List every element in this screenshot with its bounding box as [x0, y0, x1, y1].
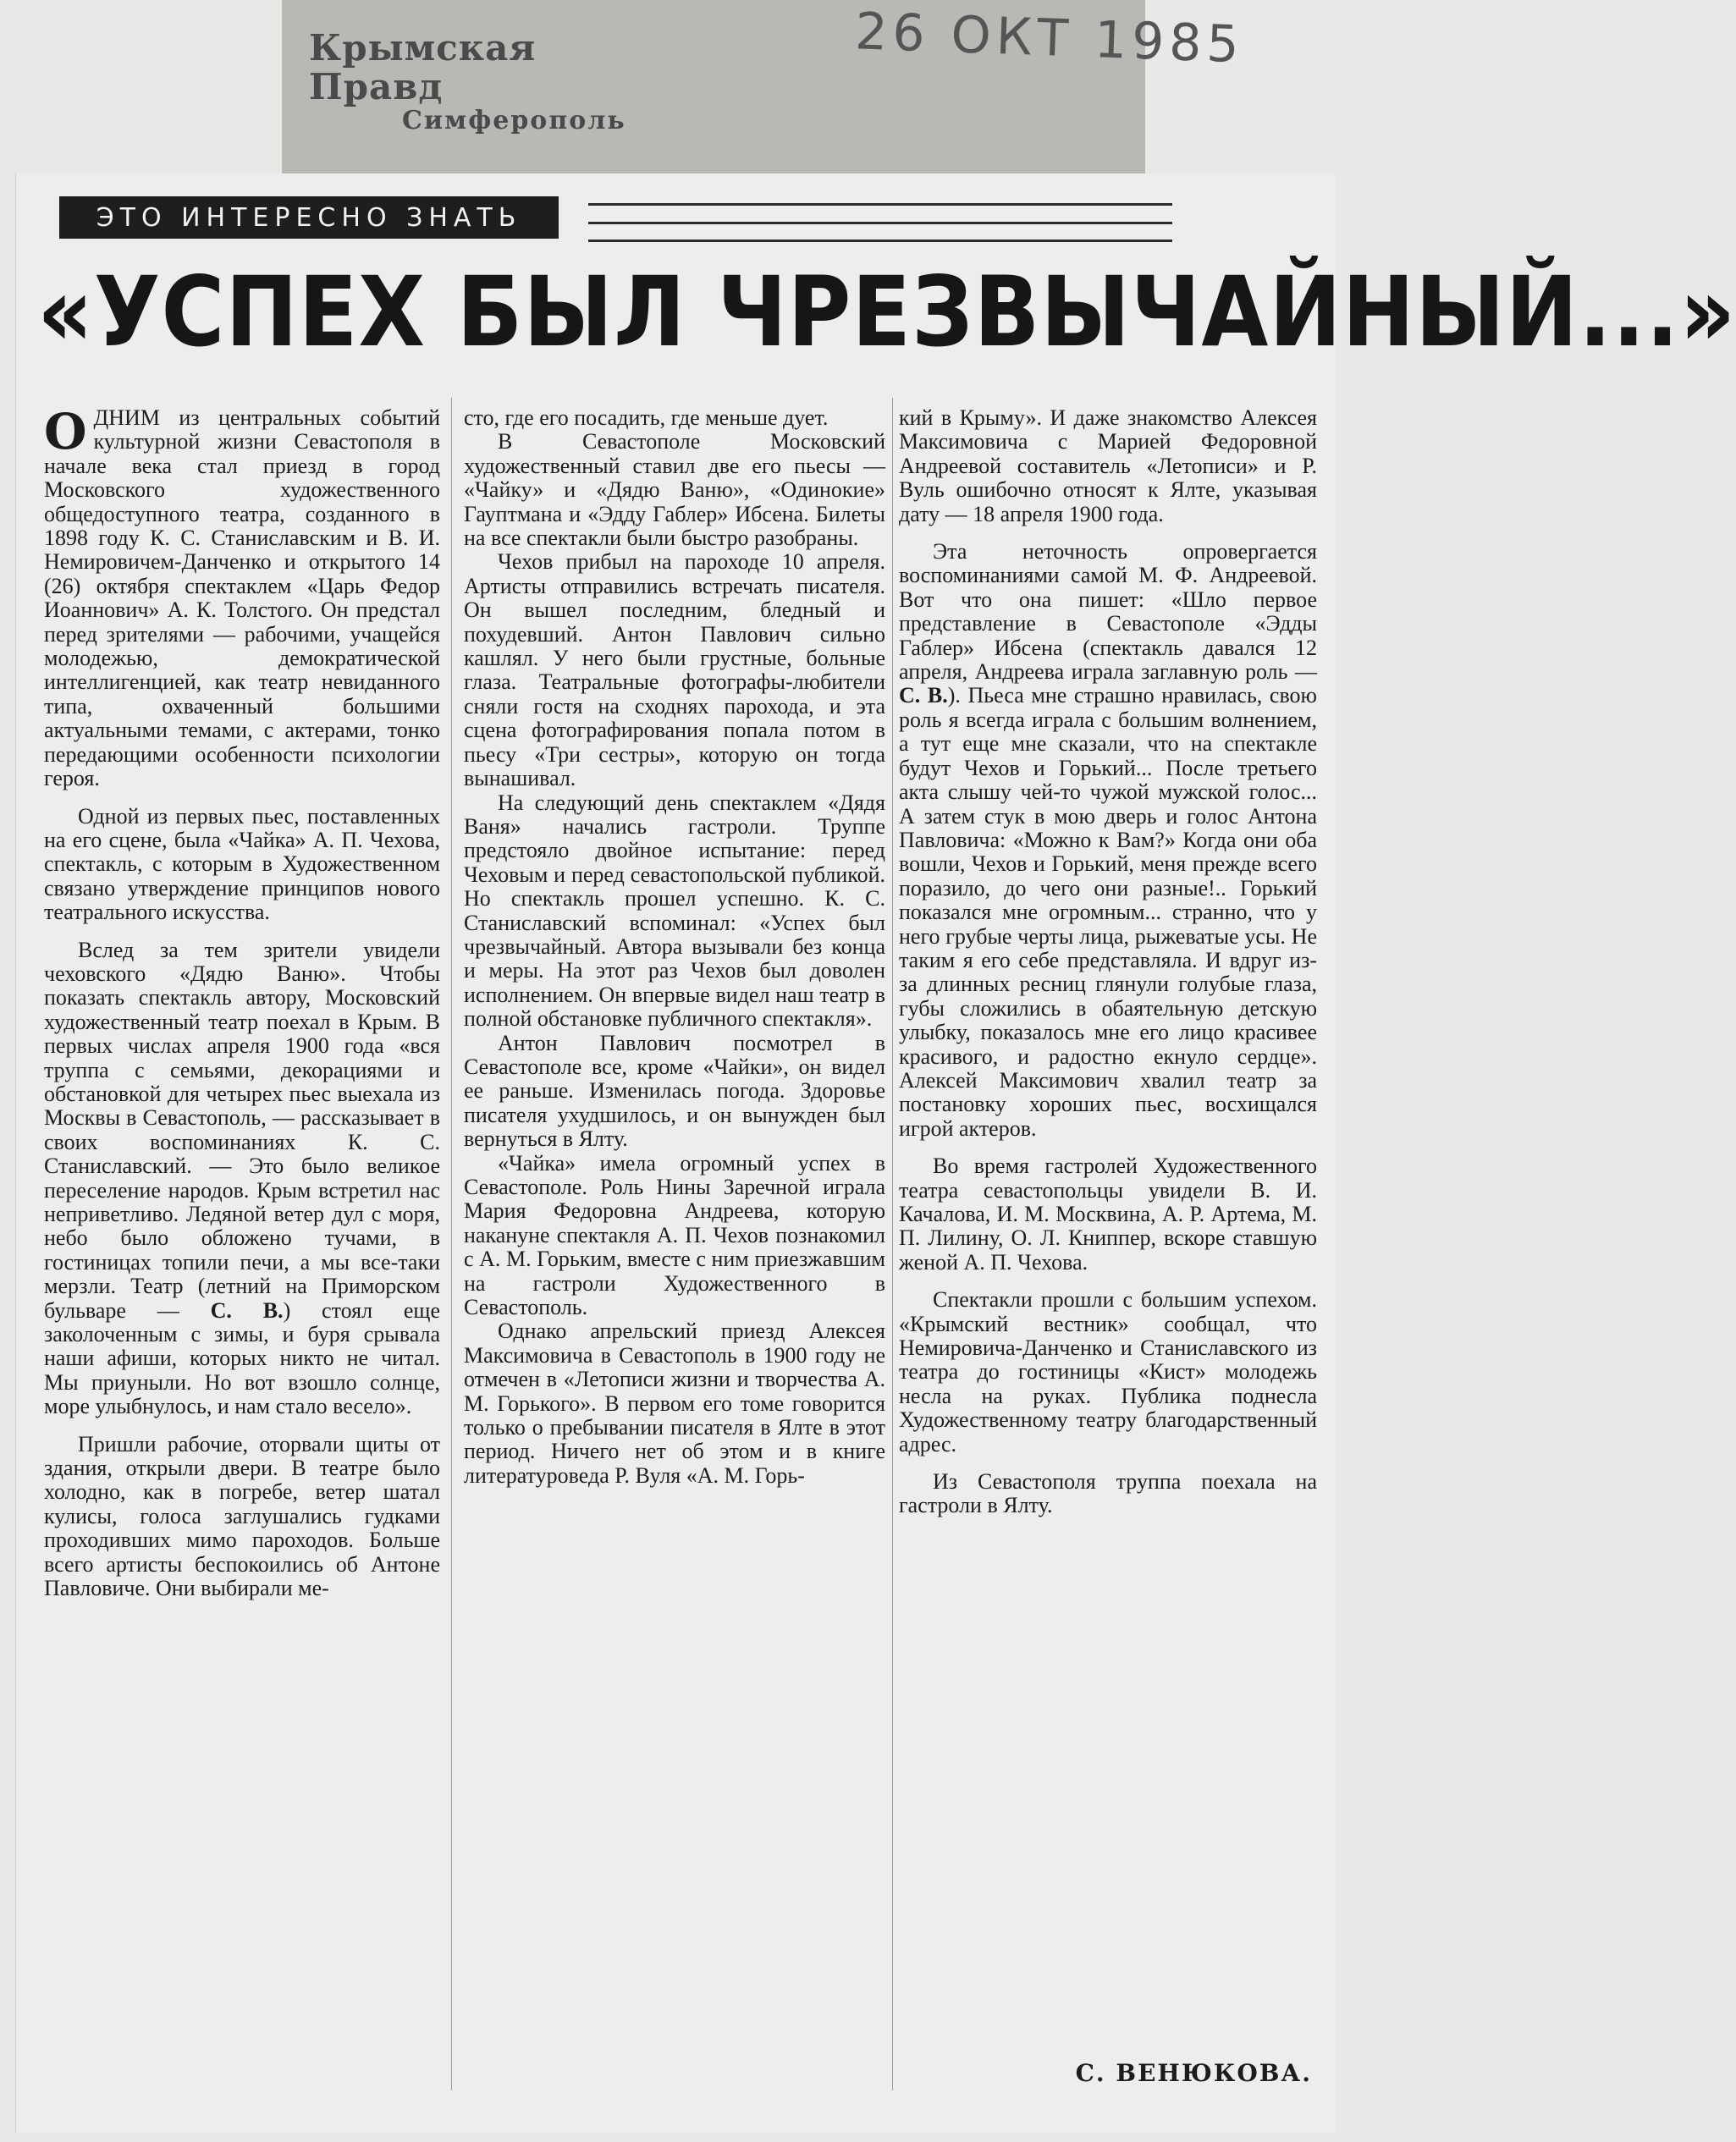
paragraph: Вслед за тем зрители увидели чеховского «Дядю Ваню». Чтобы показать спектакль автору, Московский художественный театр поехал в Крым. В первых числах апреля 1900 года «вся труппа с семьями, декорациями и обстановкой для четырех пьес выехала из Москвы в Севастополь, — рассказывает в своих воспоминаниях К. С. Станиславский. — Это было великое переселение народов. Крым встретил нас неприветливо. Ледяной ветер дул с моря, небо было обложено тучами, в гостиницах топили печи, а мы все-таки мерзли. Театр (летний на Приморском бульваре — С. В.) стоял еще заколоченным с зимы, и буря срывала наши афиши, которых никто не читал. Мы приуныли. Но вот взошло солнце, море улыбнулось, и нам стало весело». — [44, 937, 440, 1419]
paragraph: На следующий день спектаклем «Дядя Ваня» начались гастроли. Труппе предстояло двойное испытание: перед Чеховым и перед севастопольской публикой. Но спектакль прошел успешно. К. С. Станиславский вспоминал: «Успех был чрезвычайный. Автора вызывали без конца и меры. На этот раз Чехов был доволен исполнением. Он впервые видел наш театр в полной обстановке публичного спектакля». — [464, 790, 885, 1032]
column-divider-2 — [892, 398, 893, 2090]
paragraph: Чехов прибыл на пароходе 10 апреля. Артисты отправились встречать писателя. Он вышел последним, бледный и похудевший. Антон Павлович сильно кашлял. У него были грустные, больные глаза. Театральные фотографы-любители сняли гостя на сходнях парохода, и эта сцена фотографирования попала потом в пьесу «Три сестры», которую он тогда вынашивал. — [464, 549, 885, 791]
article-column-2 — [464, 406, 885, 1488]
paragraph: Антон Павлович посмотрел в Севастополе все, кроме «Чайки», он видел ее раньше. Изменилась погода. Здоровье писателя ухудшилось, и он вынужден был вернуться в Ялту. — [464, 1030, 885, 1152]
paragraph: ОДНИМ из центральных событий культурной жизни Севастополя в начале века стал приезд в город Московского художественного общедоступного театра, созданного в 1898 году К. С. Станиславским и В. И. Немировичем-Данченко и открытого 14 (26) октября спектаклем «Царь Федор Иоаннович» А. К. Толстого. Он предстал перед зрителями — рабочими, учащейся молодежью, демократической интеллигенцией, как театр невиданного типа, охваченный большими актуальными темами, с актерами, тонко передающими особенности психологии героя. — [44, 403, 440, 791]
paragraph: В Севастополе Московский художественный ставил две его пьесы — «Чайку» и «Дядю Ваню», «Одинокие» Гауптмана и «Эдду Габлер» Ибсена. Билеты на все спектакли были быстро разобраны. — [464, 429, 885, 551]
newspaper-name: Крымская Правд — [309, 27, 537, 107]
paragraph: «Чайка» имела огромный успех в Севастополе. Роль Нины Заречной играла Мария Федоровна Андреева, которую накануне спектакля А. П. Чехов познакомил с А. М. Горьким, вместе с ним приезжавшим на гастроли Художественного в Севастополь. — [464, 1150, 885, 1320]
column-divider-1 — [451, 398, 452, 2090]
article-column-1 — [44, 403, 440, 1601]
rubric-rule-middle — [588, 222, 1172, 224]
date-stamp: 26 ОКТ 1985 — [854, 2, 1245, 75]
paragraph: Однако апрельский приезд Алексея Максимовича в Севастополь в 1900 году не отмечен в «Летописи жизни и творчества А. М. Горького». В первом его томе говорится только о пребывании писателя в Ялте в этот период. Ничего нет об этом и в книге литературоведа Р. Вуля «А. М. Горь- — [464, 1319, 885, 1488]
paragraph: Во время гастролей Художественного театра севастопольцы увидели В. И. Качалова, И. М. Москвина, А. Р. Артема, М. П. Лилину, О. Л. Книппер, вскоре ставшую женой А. П. Чехова. — [899, 1154, 1317, 1275]
paragraph: кий в Крыму». И даже знакомство Алексея Максимовича с Марией Федоровной Андреевой составитель «Летописи» и Р. Вуль ошибочно относят к Ялте, указывая дату — 18 апреля 1900 года. — [899, 405, 1317, 526]
article-column-3 — [899, 406, 1317, 1518]
rubric-rule-bottom — [588, 240, 1172, 242]
paragraph: сто, где его посадить, где меньше дует. — [464, 405, 829, 430]
rubric-label: ЭТО ИНТЕРЕСНО ЗНАТЬ — [59, 196, 559, 239]
paragraph: Пришли рабочие, оторвали щиты от здания, открыли двери. В театре было холодно, как в погребе, ветер шатал кулисы, голоса заглушались гудками проходивших мимо пароходов. Больше всего артисты беспокоились об Антоне Павловиче. Они выбирали ме- — [44, 1431, 440, 1601]
newspaper-stamp — [309, 27, 681, 135]
newspaper-city: Симферополь — [402, 106, 626, 135]
article-headline: «УСПЕХ БЫЛ ЧРЕЗВЫЧАЙНЫЙ...» — [37, 256, 1736, 370]
author-signature: С. ВЕНЮКОВА. — [1075, 2059, 1312, 2087]
rubric-rule-top — [588, 203, 1172, 206]
paragraph: Спектакли прошли с большим успехом. «Крымский вестник» сообщал, что Немировича-Данченко и Станиславского из театра до гостиницы «Кист» молодежь несла на руках. Публика поднесла Художественному театру благодарственный адрес. — [899, 1287, 1317, 1456]
paragraph: Из Севастополя труппа поехала на гастроли в Ялту. — [899, 1469, 1317, 1518]
paragraph: Одной из первых пьес, поставленных на его сцене, была «Чайка» А. П. Чехова, спектакль, с которым в Художественном связано утверждение принципов нового театрального искусства. — [44, 803, 440, 925]
drop-cap: О — [44, 403, 87, 460]
paragraph: Эта неточность опровергается воспоминаниями самой М. Ф. Андреевой. Вот что она пишет: «Шло первое представление в Севастополе «Эдды Габлер» Ибсена (спектакль давался 12 апреля, Андреева играла заглавную роль — С. В.). Пьеса мне страшно нравилась, свою роль я всегда играла с большим волнением, а тут еще мне сказали, что на спектакле будут Чехов и Горький... После третьего акта слышу чей-то чужой мужской голос... А затем стук в мою дверь и голос Антона Павловича: «Можно к Вам?» Когда они оба вошли, Чехов и Горький, меня прежде всего поразило, до чего они разные!.. Горький показался мне огромным... странно, что у него грубые черты лица, рыжеватые усы. Не таким я его себе представляла. И вдруг из-за длинных ресниц глянули голубые глаза, губы сложились в обаятельную детскую улыбку, показалось мне его лицо красивее красивого, и радостно екнуло сердце». Алексей Максимович хвалил театр за постановку хороших пьес, восхищался игрой актеров. — [899, 539, 1317, 1141]
